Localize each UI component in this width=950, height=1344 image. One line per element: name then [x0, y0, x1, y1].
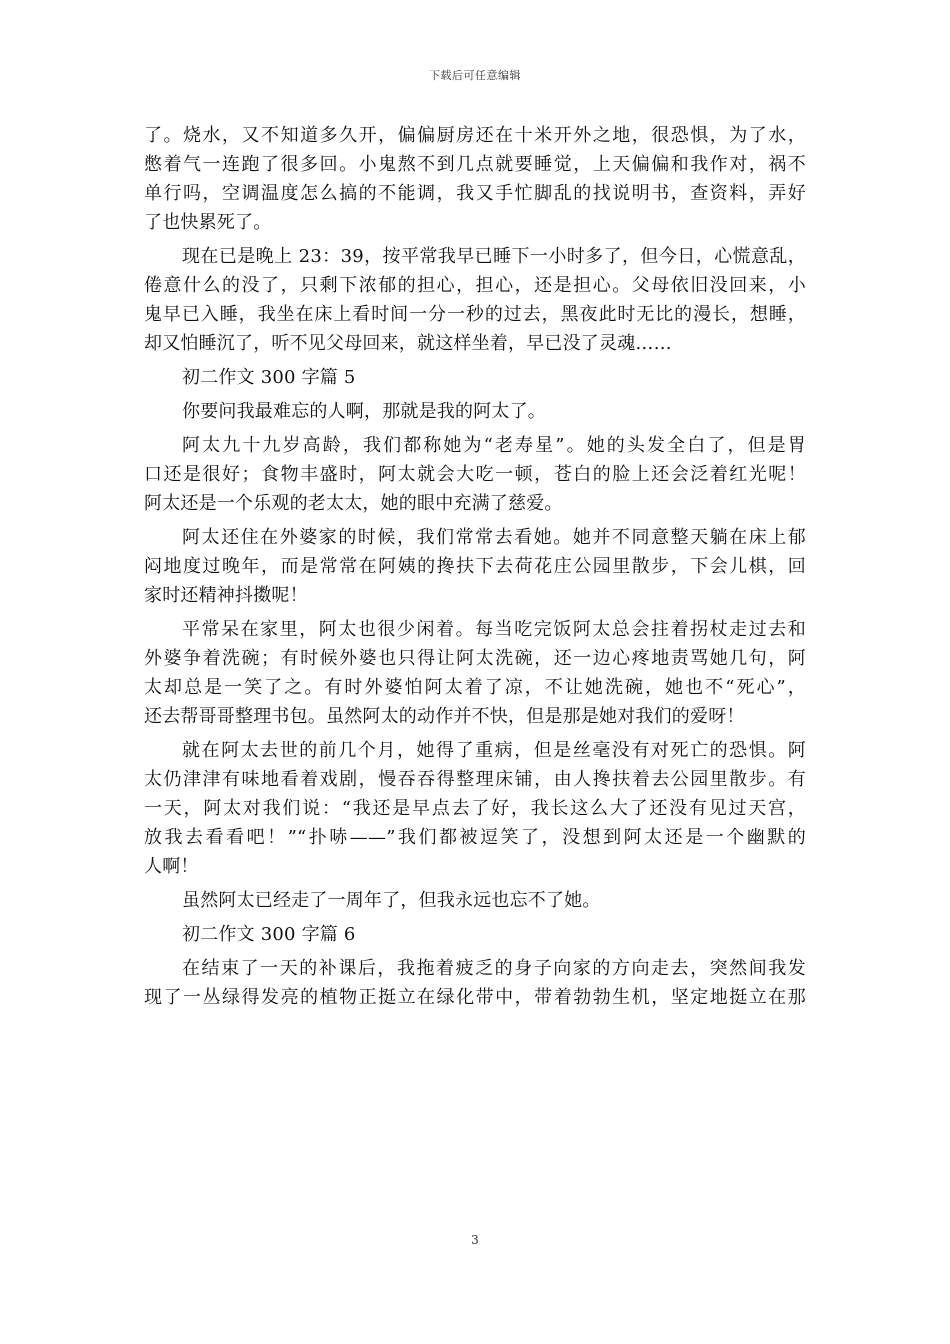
text-line: 平常呆在家里，阿太也很少闲着。每当吃完饭阿太总会拄着拐杖走过去和: [182, 619, 806, 640]
text-line: 在结束了一天的补课后，我拖着疲乏的身子向家的方向走去，突然间我发: [182, 958, 806, 979]
text-line: 了。烧水，又不知道多久开，偏偏厨房还在十米开外之地，很恐惧，为了水，: [144, 125, 806, 146]
text-line: 放我去看看吧！”“扑哧——”我们都被逗笑了，没想到阿太还是一个幽默的: [144, 827, 806, 848]
text-line: 虽然阿太已经走了一周年了，但我永远也忘不了她。: [182, 890, 601, 911]
text-line: 还去帮哥哥整理书包。虽然阿太的动作并不快，但是那是她对我们的爱呀！: [144, 706, 745, 727]
paragraph: [144, 431, 806, 518]
text-line: 现在已是晚上 23：39，按平常我早已睡下一小时多了，但今日，心慌意乱，: [182, 246, 806, 267]
text-line: 现了一丛绿得发亮的植物正挺立在绿化带中，带着勃勃生机，坚定地挺立在那: [144, 987, 806, 1008]
text-line: 太仍津津有味地看着戏剧，慢吞吞得整理床铺，由人搀扶着去公园里散步。有: [144, 769, 806, 790]
text-line: 外婆争着洗碗；有时候外婆也只得让阿太洗碗，还一边心疼地责骂她几句，阿: [144, 648, 806, 669]
text-line: 闷地度过晚年，而是常常在阿姨的搀扶下去荷花庄公园里散步，下会儿棋，回: [144, 556, 806, 577]
paragraph: [144, 615, 806, 731]
text-line: 家时还精神抖擞呢！: [144, 585, 308, 606]
paragraph: [144, 886, 806, 915]
section-heading-text: 初二作文 300 字篇 5: [182, 367, 356, 388]
text-line: 阿太九十九岁高龄，我们都称她为“老寿星”。她的头发全白了，但是胃: [182, 435, 806, 456]
page-number: 3: [471, 1233, 479, 1247]
text-line: 阿太还是一个乐观的老太太，她的眼中充满了慈爱。: [144, 493, 563, 514]
text-line: 倦意什么的没了，只剩下浓郁的担心，担心，还是担心。父母依旧没回来，小: [144, 275, 806, 296]
paragraph: [144, 397, 806, 426]
text-line: 人啊！: [144, 856, 199, 877]
paragraph: [144, 736, 806, 881]
paragraph: [144, 954, 806, 1012]
page-header: 下载后可任意编辑: [429, 69, 521, 82]
text-line: 鬼早已入睡，我坐在床上看时间一分一秒的过去，黑夜此时无比的漫长，想睡，: [144, 304, 806, 325]
text-line: 一天，阿太对我们说：“我还是早点去了好，我长这么大了还没有见过天宫，: [144, 798, 806, 819]
text-line: 太却总是一笑了之。有时外婆怕阿太着了凉，不让她洗碗，她也不“死心”，: [144, 677, 806, 698]
text-line: 了也快累死了。: [144, 212, 272, 233]
paragraph: [144, 523, 806, 610]
text-line: 却又怕睡沉了，听不见父母回来，就这样坐着，早已没了灵魂……: [144, 333, 672, 354]
section-heading: [144, 920, 806, 949]
document-body: [144, 121, 806, 1012]
text-line: 就在阿太去世的前几个月，她得了重病，但是丝毫没有对死亡的恐惧。阿: [182, 740, 806, 761]
section-heading: [144, 363, 806, 392]
text-line: 单行吗，空调温度怎么搞的不能调，我又手忙脚乱的找说明书，查资料，弄好: [144, 183, 806, 204]
paragraph: [144, 242, 806, 358]
paragraph: [144, 121, 806, 237]
text-line: 你要问我最难忘的人啊，那就是我的阿太了。: [182, 401, 546, 422]
text-line: 憋着气一连跑了很多回。小鬼熬不到几点就要睡觉，上天偏偏和我作对，祸不: [144, 154, 806, 175]
text-line: 阿太还住在外婆家的时候，我们常常去看她。她并不同意整天躺在床上郁: [182, 527, 806, 548]
section-heading-text: 初二作文 300 字篇 6: [182, 924, 356, 945]
text-line: 口还是很好；食物丰盛时，阿太就会大吃一顿，苍白的脸上还会泛着红光呢！: [144, 464, 806, 485]
